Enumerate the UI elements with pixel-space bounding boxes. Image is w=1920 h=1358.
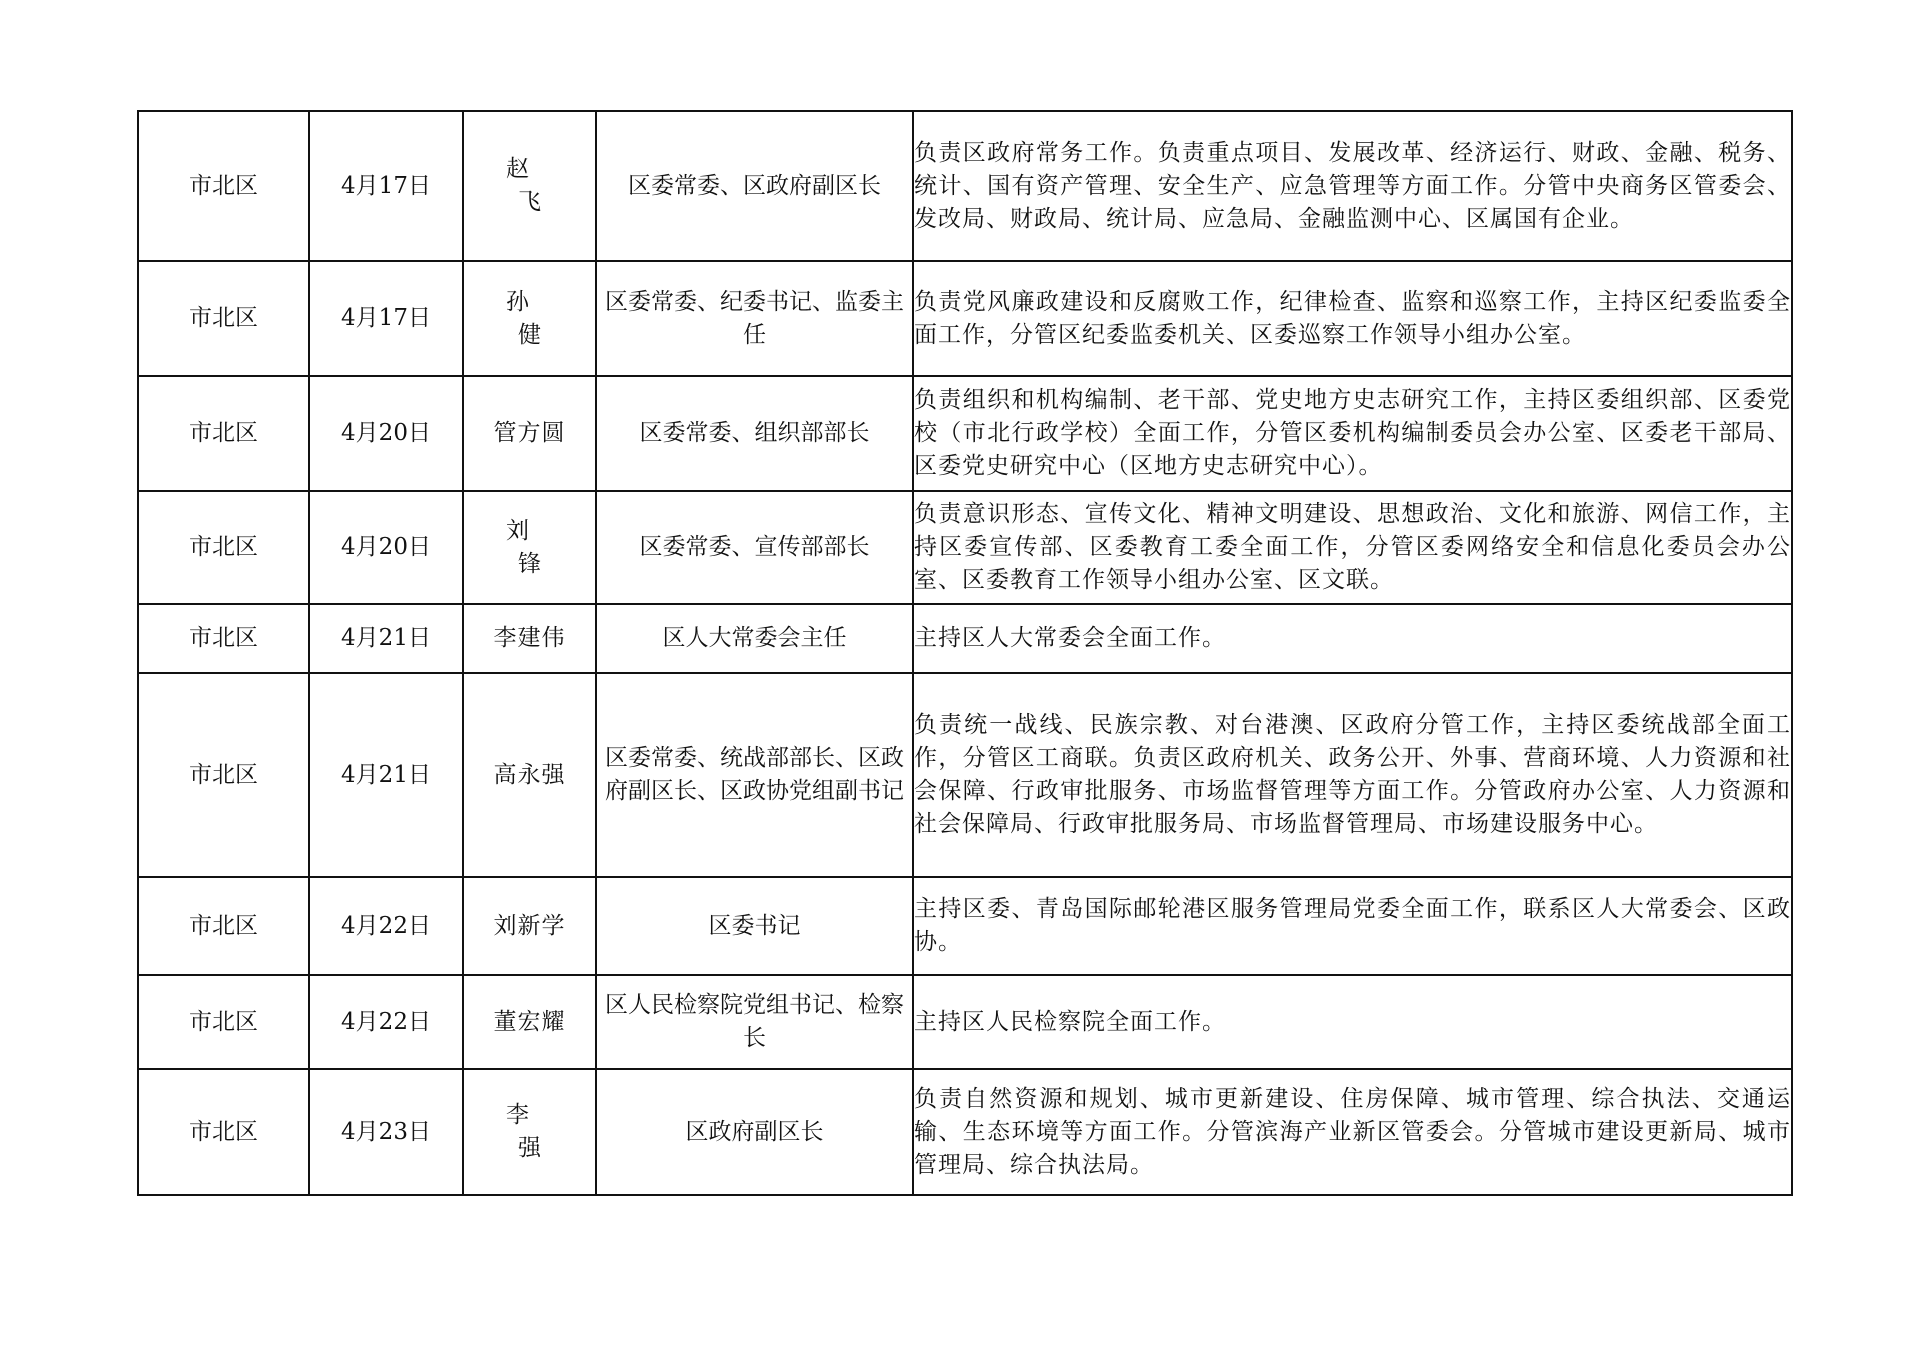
post-cell: 区人大常委会主任 (596, 604, 913, 673)
district-cell: 市北区 (138, 376, 309, 491)
date-cell: 4月21日 (309, 604, 463, 673)
table-row (138, 1069, 1792, 1195)
table-row (138, 111, 1792, 261)
duty-cell (913, 1069, 1792, 1195)
name-cell: 管方圆 (463, 376, 596, 491)
table-row (138, 491, 1792, 604)
date-cell: 4月23日 (309, 1069, 463, 1195)
duty-text: 负责组织和机构编制、老干部、党史地方史志研究工作，主持区委组织部、区委党校（市北行政学校）全面工作，分管区委机构编制委员会办公室、区委老干部局、区委党史研究中心（区地方史志研究中心）。 (914, 387, 1791, 479)
duty-text: 主持区人大常委会全面工作。 (914, 625, 1226, 651)
date-cell: 4月20日 (309, 376, 463, 491)
post-cell: 区委书记 (596, 877, 913, 975)
name-cell: 董宏耀 (463, 975, 596, 1069)
date-cell: 4月21日 (309, 673, 463, 877)
district-cell: 市北区 (138, 261, 309, 376)
name-text: 孙 健 (506, 288, 600, 348)
table-row (138, 261, 1792, 376)
table-row (138, 975, 1792, 1069)
duty-table (137, 110, 1793, 1196)
duty-text: 主持区委、青岛国际邮轮港区服务管理局党委全面工作，联系区人大常委会、区政协。 (914, 896, 1791, 955)
post-cell: 区委常委、纪委书记、监委主任 (596, 261, 913, 376)
table-row (138, 604, 1792, 673)
name-cell: 高永强 (463, 673, 596, 877)
name-cell (463, 491, 600, 604)
post-cell: 区委常委、区政府副区长 (596, 111, 913, 261)
date-cell: 4月17日 (309, 261, 463, 376)
duty-text: 负责区政府常务工作。负责重点项目、发展改革、经济运行、财政、金融、税务、统计、国有资产管理、安全生产、应急管理等方面工作。分管中央商务区管委会、发改局、财政局、统计局、应急局、金融监测中心、区属国有企业。 (914, 139, 1791, 232)
name-cell: 刘新学 (463, 877, 596, 975)
duty-cell (913, 111, 1792, 261)
duty-cell (913, 673, 1792, 877)
duty-cell (913, 491, 1792, 604)
name-cell (463, 1069, 600, 1195)
duty-text: 负责党风廉政建设和反腐败工作，纪律检查、监察和巡察工作，主持区纪委监委全面工作，分管区纪委监委机关、区委巡察工作领导小组办公室。 (914, 288, 1791, 348)
district-cell: 市北区 (138, 877, 309, 975)
duty-text: 负责统一战线、民族宗教、对台港澳、区政府分管工作，主持区委统战部全面工作，分管区工商联。负责区政府机关、政务公开、外事、营商环境、人力资源和社会保障、行政审批服务、市场监督管理等方面工作。分管政府办公室、人力资源和社会保障局、行政审批服务局、市场监督管理局、市场建设服务中心。 (914, 712, 1791, 837)
duty-text: 主持区人民检察院全面工作。 (914, 1008, 1226, 1035)
name-text: 李 强 (506, 1102, 600, 1161)
post-cell: 区委常委、统战部部长、区政府副区长、区政协党组副书记 (596, 673, 913, 877)
duty-cell (913, 877, 1792, 975)
duty-text: 负责意识形态、宣传文化、精神文明建设、思想政治、文化和旅游、网信工作，主持区委宣传部、区委教育工委全面工作，分管区委网络安全和信息化委员会办公室、区委教育工作领导小组办公室、区文联。 (914, 501, 1791, 593)
duty-cell (913, 975, 1792, 1069)
date-cell: 4月17日 (309, 111, 463, 261)
date-cell: 4月22日 (309, 975, 463, 1069)
district-cell: 市北区 (138, 604, 309, 673)
name-cell: 李建伟 (463, 604, 596, 673)
duty-cell (913, 261, 1792, 376)
date-cell: 4月20日 (309, 491, 463, 604)
district-cell: 市北区 (138, 491, 309, 604)
name-cell (463, 261, 600, 376)
district-cell: 市北区 (138, 111, 309, 261)
name-text: 刘 锋 (506, 517, 600, 577)
table-row (138, 673, 1792, 877)
table-row (138, 376, 1792, 491)
post-cell: 区人民检察院党组书记、检察长 (596, 975, 913, 1069)
duty-cell (913, 376, 1792, 491)
date-cell: 4月22日 (309, 877, 463, 975)
duty-text: 负责自然资源和规划、城市更新建设、住房保障、城市管理、综合执法、交通运输、生态环境等方面工作。分管滨海产业新区管委会。分管城市建设更新局、城市管理局、综合执法局。 (914, 1085, 1791, 1178)
post-cell: 区委常委、宣传部部长 (596, 491, 913, 604)
table-row (138, 877, 1792, 975)
post-cell: 区委常委、组织部部长 (596, 376, 913, 491)
district-cell: 市北区 (138, 1069, 309, 1195)
district-cell: 市北区 (138, 975, 309, 1069)
post-cell: 区政府副区长 (596, 1069, 913, 1195)
name-cell (463, 111, 600, 261)
duty-cell (913, 604, 1792, 673)
district-cell: 市北区 (138, 673, 309, 877)
name-text: 赵 飞 (506, 156, 600, 215)
